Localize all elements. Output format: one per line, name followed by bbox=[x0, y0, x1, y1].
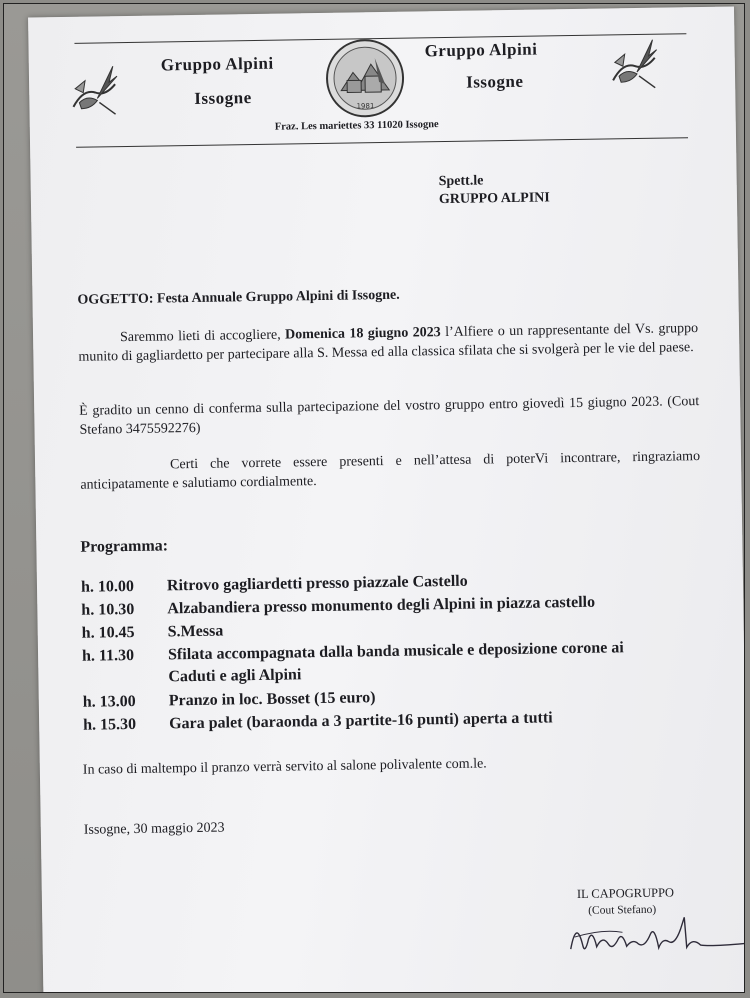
program-item bbox=[82, 637, 639, 690]
recipient-name: GRUPPO ALPINI bbox=[438, 190, 550, 208]
p3-text: Certi che vorrete essere presenti e nell’attesa di poterVi incontrare, ringraziamo anticipatamente e salutiamo cordialmente. bbox=[80, 449, 701, 493]
body-paragraph-3 bbox=[80, 447, 701, 495]
signature-name: (Cout Stefano) bbox=[588, 903, 657, 917]
subject-label: OGGETTO: bbox=[77, 291, 154, 308]
recipient-block bbox=[439, 171, 550, 209]
program-text: Gara palet (baraonda a 3 partite-16 punti) aperta a tutti bbox=[169, 709, 553, 733]
weather-note: In caso di maltempo il pranzo verrà servito al salone polivalente com.le. bbox=[82, 756, 487, 778]
header-address: Fraz. Les mariettes 33 11020 Issogne bbox=[274, 119, 439, 133]
header-right-place: Issogne bbox=[465, 71, 524, 92]
alpine-emblem-right-icon bbox=[608, 32, 661, 93]
photo-frame bbox=[3, 3, 745, 993]
p1-after: l’Alfiere o un rappresentante del Vs. gruppo munito di gagliardetto per partecipare alla S. Messa ed alla classica sfilata che si svolgerà per le vie del paese. bbox=[78, 321, 699, 365]
header-bottom-rule bbox=[76, 137, 688, 148]
signature-role: IL CAPOGRUPPO bbox=[576, 885, 675, 902]
header-left-org: Gruppo Alpini bbox=[160, 53, 274, 75]
handwritten-signature-icon bbox=[562, 903, 745, 969]
seal-year: 1981 bbox=[356, 102, 375, 111]
p1-before: Saremmo lieti di accogliere, bbox=[119, 327, 281, 346]
program-title: Programma: bbox=[80, 537, 169, 556]
program-time: h. 13.00 bbox=[82, 692, 136, 711]
program-time: h. 10.30 bbox=[81, 600, 135, 619]
p1-bold-date: Domenica 18 giugno 2023 bbox=[284, 325, 441, 343]
program-text: Alzabandiera presso monumento degli Alpini in piazza castello bbox=[167, 593, 596, 618]
program-text: Sfilata accompagnata dalla banda musicale e deposizione corone ai Caduti e agli Alpini bbox=[167, 639, 624, 686]
group-seal-icon bbox=[324, 38, 405, 119]
program-time: h. 10.45 bbox=[81, 623, 135, 642]
letter-date: Issogne, 30 maggio 2023 bbox=[83, 820, 225, 838]
alpine-emblem-left-icon bbox=[69, 58, 122, 119]
subject-line bbox=[77, 288, 399, 309]
body-paragraph-1 bbox=[78, 319, 699, 367]
subject-text: Festa Annuale Gruppo Alpini di Issogne. bbox=[156, 287, 400, 307]
header-right-org: Gruppo Alpini bbox=[424, 39, 538, 61]
header-left-place: Issogne bbox=[194, 88, 252, 108]
program-time: h. 15.30 bbox=[83, 715, 137, 734]
recipient-salutation: Spett.le bbox=[438, 173, 484, 190]
program-text: S.Messa bbox=[167, 622, 224, 641]
body-paragraph-2: È gradito un cenno di conferma sulla partecipazione del vostro gruppo entro giovedì 15 giugno 2023. (Cout Stefano 3475592276) bbox=[79, 394, 700, 438]
letter-sheet bbox=[28, 6, 745, 993]
program-text: Ritrovo gagliardetti presso piazzale Castello bbox=[166, 572, 468, 595]
program-time: h. 10.00 bbox=[80, 577, 135, 596]
program-time: h. 11.30 bbox=[81, 646, 135, 665]
program-text: Pranzo in loc. Bosset (15 euro) bbox=[168, 689, 376, 710]
